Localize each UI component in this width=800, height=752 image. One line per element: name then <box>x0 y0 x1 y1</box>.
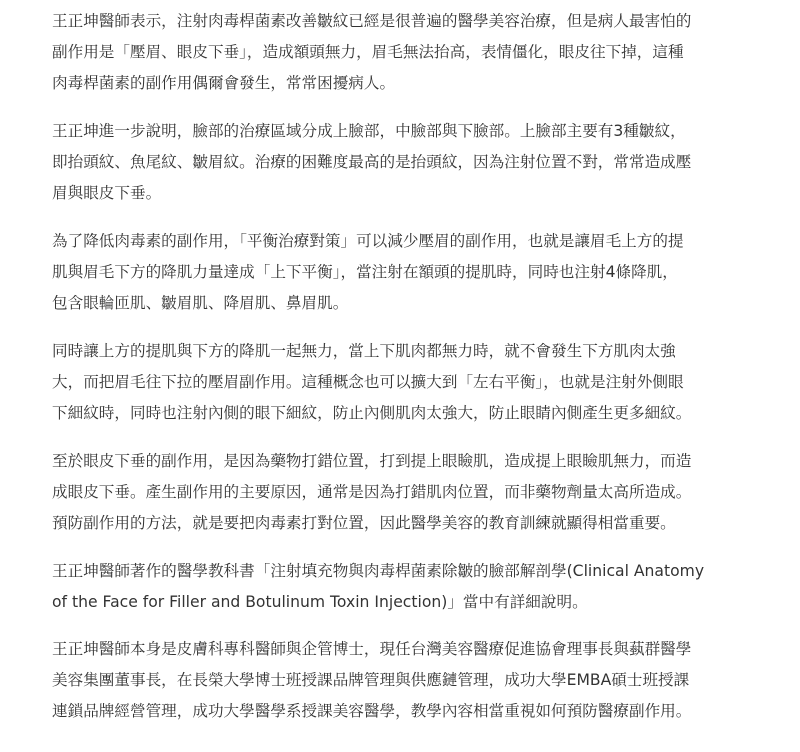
text-line: of the Face for Filler and Botulinum Toxin Injection)」當中有詳細說明。 <box>52 593 588 611</box>
paragraph-author-bio <box>52 634 691 727</box>
text-line: 肉毒桿菌素的副作用偶爾會發生，常常困擾病人。 <box>52 74 396 92</box>
text-line: 成眼皮下垂。產生副作用的主要原因，通常是因為打錯肌肉位置，而非藥物劑量太高所造成。 <box>52 483 692 501</box>
paragraph-treatment-zones <box>52 116 691 209</box>
paragraph-muscle-balance <box>52 336 691 429</box>
text-line: 同時讓上方的提肌與下方的降肌一起無力，當上下肌肉都無力時，就不會發生下方肌肉太強 <box>52 342 676 360</box>
paragraph-eyelid-droop <box>52 446 691 539</box>
text-line: 包含眼輪匝肌、皺眉肌、降眉肌、鼻眉肌。 <box>52 294 349 312</box>
text-line: 下細紋時，同時也注射內側的眼下細紋，防止內側肌肉太強大，防止眼睛內側產生更多細紋。 <box>52 404 692 422</box>
text-line: 王正坤醫師本身是皮膚科專科醫師與企管博士，現任台灣美容醫療促進協會理事長與蓺群醫學 <box>52 640 692 658</box>
paragraph-balance-strategy <box>52 226 684 319</box>
text-line: 王正坤醫師著作的醫學教科書「注射填充物與肉毒桿菌素除皺的臉部解剖學(Clinical Anatomy <box>52 562 705 580</box>
text-line: 肌與眉毛下方的降肌力量達成「上下平衡」，當注射在額頭的提肌時，同時也注射4條降肌， <box>52 263 678 281</box>
text-line: 美容集團董事長，在長榮大學博士班授課品牌管理與供應鏈管理，成功大學EMBA碩士班授課 <box>52 671 690 689</box>
text-line: 大，而把眉毛往下拉的壓眉副作用。這種概念也可以擴大到「左右平衡」，也就是注射外側眼 <box>52 373 684 391</box>
paragraph-side-effects-intro <box>52 6 691 99</box>
text-line: 即抬頭紋、魚尾紋、皺眉紋。治療的困難度最高的是抬頭紋，因為注射位置不對，常常造成壓 <box>52 153 692 171</box>
text-line: 連鎖品牌經營管理，成功大學醫學系授課美容醫學，教學內容相當重視如何預防醫療副作用。 <box>52 702 692 720</box>
text-line: 為了降低肉毒素的副作用，「平衡治療對策」可以減少壓眉的副作用，也就是讓眉毛上方的提 <box>52 232 684 250</box>
paragraph-textbook <box>52 556 704 618</box>
text-line: 預防副作用的方法，就是要把肉毒素打對位置，因此醫學美容的教育訓練就顯得相當重要。 <box>52 514 676 532</box>
text-line: 至於眼皮下垂的副作用，是因為藥物打錯位置，打到提上眼瞼肌，造成提上眼瞼肌無力，而造 <box>52 452 692 470</box>
text-line: 副作用是「壓眉、眼皮下垂」，造成額頭無力，眉毛無法抬高，表情僵化，眼皮往下掉，這種 <box>52 43 684 61</box>
text-line: 王正坤進一步說明，臉部的治療區域分成上臉部，中臉部與下臉部。上臉部主要有3種皺紋， <box>52 122 686 140</box>
text-line: 王正坤醫師表示，注射肉毒桿菌素改善皺紋已經是很普遍的醫學美容治療，但是病人最害怕的 <box>52 12 692 30</box>
text-line: 眉與眼皮下垂。 <box>52 184 162 202</box>
